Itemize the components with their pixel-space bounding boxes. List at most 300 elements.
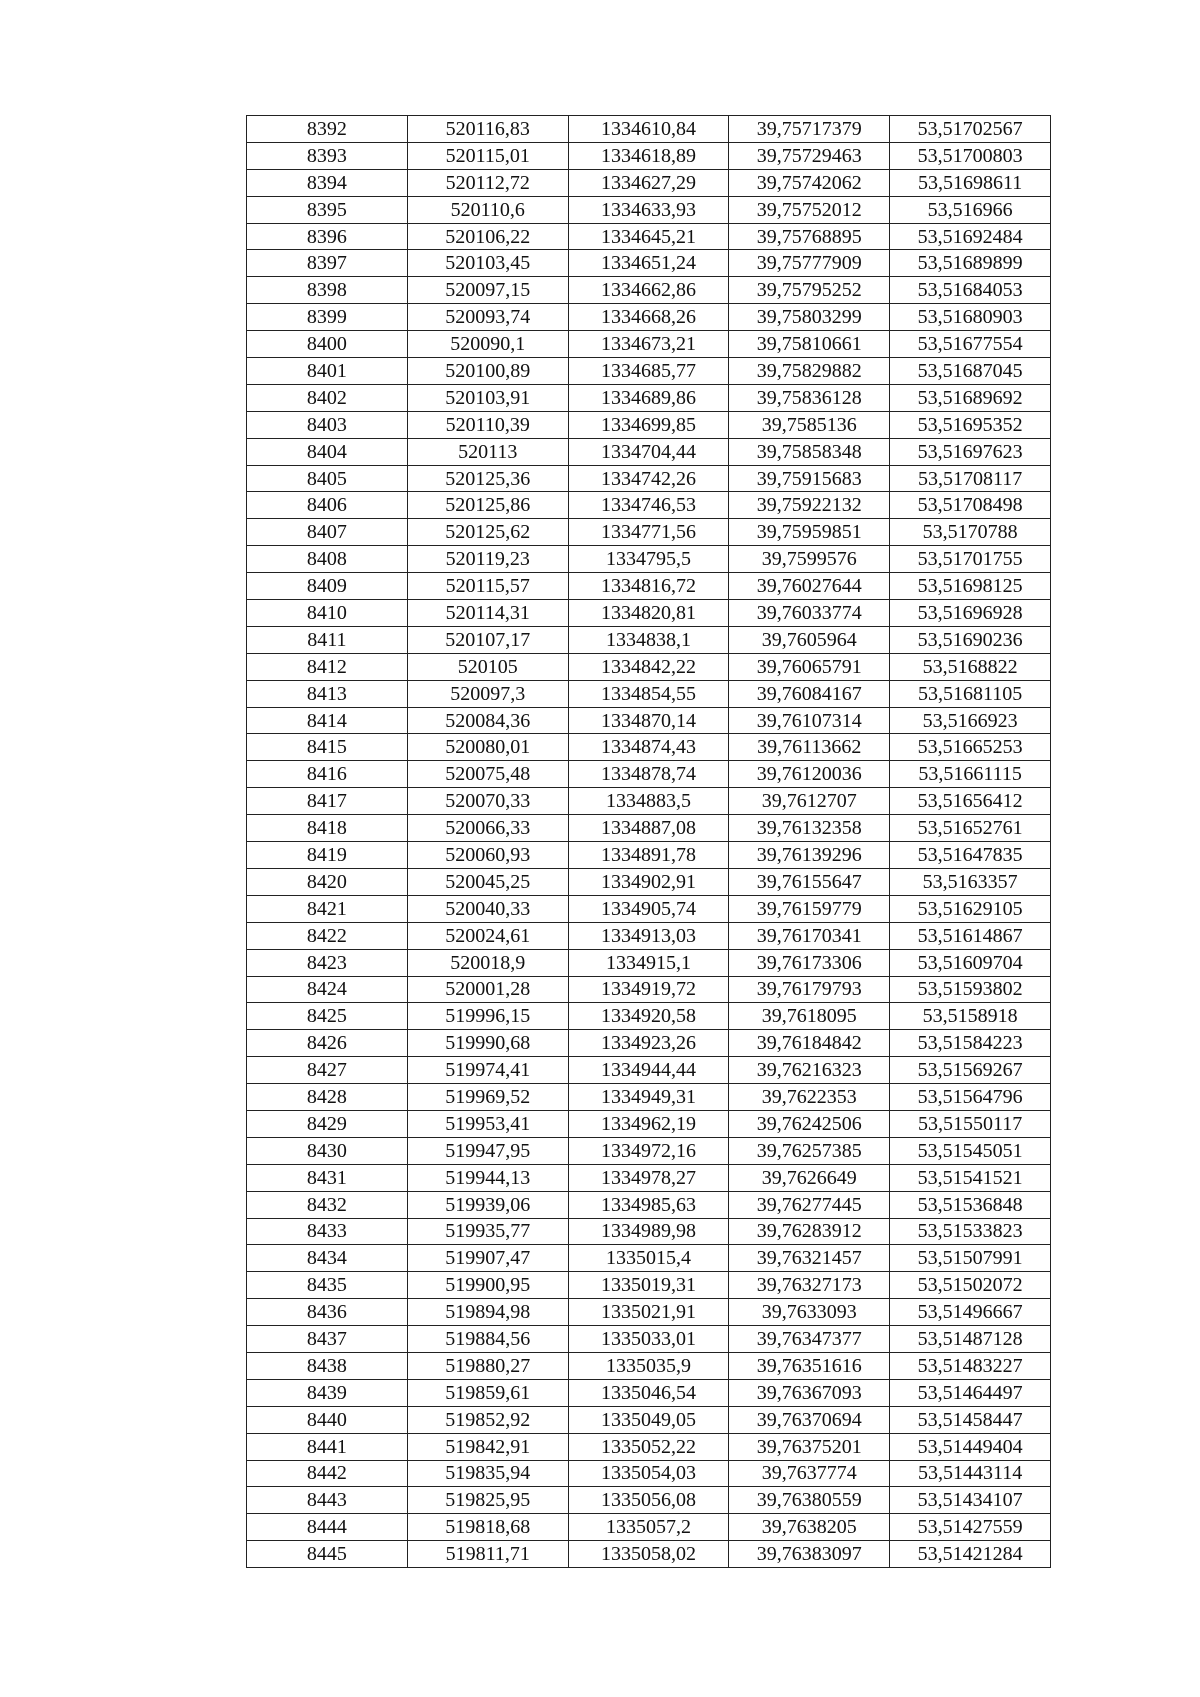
x-coordinate-cell: 519818,68	[407, 1514, 568, 1541]
y-coordinate-cell: 1334944,44	[568, 1057, 729, 1084]
longitude-cell: 39,7633093	[729, 1299, 890, 1326]
table-row	[247, 1164, 1051, 1191]
point-number-cell: 8430	[247, 1137, 408, 1164]
table-row	[247, 1057, 1051, 1084]
point-number-cell: 8393	[247, 142, 408, 169]
x-coordinate-cell: 520114,31	[407, 600, 568, 627]
x-coordinate-cell: 520115,01	[407, 142, 568, 169]
x-coordinate-cell: 519811,71	[407, 1541, 568, 1568]
latitude-cell: 53,51550117	[890, 1110, 1051, 1137]
y-coordinate-cell: 1334668,26	[568, 304, 729, 331]
longitude-cell: 39,76113662	[729, 734, 890, 761]
table-row	[247, 1110, 1051, 1137]
longitude-cell: 39,75795252	[729, 277, 890, 304]
table-row	[247, 1379, 1051, 1406]
longitude-cell: 39,76370694	[729, 1406, 890, 1433]
y-coordinate-cell: 1334742,26	[568, 465, 729, 492]
y-coordinate-cell: 1334746,53	[568, 492, 729, 519]
point-number-cell: 8435	[247, 1272, 408, 1299]
table-row	[247, 465, 1051, 492]
latitude-cell: 53,51700803	[890, 142, 1051, 169]
latitude-cell: 53,51684053	[890, 277, 1051, 304]
table-row	[247, 519, 1051, 546]
latitude-cell: 53,51698125	[890, 573, 1051, 600]
table-row	[247, 116, 1051, 143]
point-number-cell: 8426	[247, 1030, 408, 1057]
y-coordinate-cell: 1334610,84	[568, 116, 729, 143]
latitude-cell: 53,51496667	[890, 1299, 1051, 1326]
longitude-cell: 39,76107314	[729, 707, 890, 734]
latitude-cell: 53,5158918	[890, 1003, 1051, 1030]
latitude-cell: 53,51487128	[890, 1326, 1051, 1353]
y-coordinate-cell: 1334902,91	[568, 868, 729, 895]
point-number-cell: 8412	[247, 653, 408, 680]
latitude-cell: 53,51502072	[890, 1272, 1051, 1299]
y-coordinate-cell: 1334891,78	[568, 842, 729, 869]
table-row	[247, 949, 1051, 976]
point-number-cell: 8401	[247, 358, 408, 385]
x-coordinate-cell: 520097,15	[407, 277, 568, 304]
latitude-cell: 53,51708498	[890, 492, 1051, 519]
table-row	[247, 788, 1051, 815]
longitude-cell: 39,7618095	[729, 1003, 890, 1030]
point-number-cell: 8443	[247, 1487, 408, 1514]
y-coordinate-cell: 1334887,08	[568, 815, 729, 842]
table-row	[247, 761, 1051, 788]
longitude-cell: 39,75959851	[729, 519, 890, 546]
x-coordinate-cell: 520103,91	[407, 384, 568, 411]
y-coordinate-cell: 1335057,2	[568, 1514, 729, 1541]
latitude-cell: 53,51680903	[890, 304, 1051, 331]
point-number-cell: 8445	[247, 1541, 408, 1568]
y-coordinate-cell: 1334689,86	[568, 384, 729, 411]
point-number-cell: 8402	[247, 384, 408, 411]
table-row	[247, 815, 1051, 842]
y-coordinate-cell: 1334949,31	[568, 1084, 729, 1111]
point-number-cell: 8427	[247, 1057, 408, 1084]
table-row	[247, 1352, 1051, 1379]
latitude-cell: 53,51708117	[890, 465, 1051, 492]
longitude-cell: 39,75810661	[729, 331, 890, 358]
x-coordinate-cell: 520097,3	[407, 680, 568, 707]
table-row	[247, 1030, 1051, 1057]
y-coordinate-cell: 1334972,16	[568, 1137, 729, 1164]
x-coordinate-cell: 520045,25	[407, 868, 568, 895]
x-coordinate-cell: 520018,9	[407, 949, 568, 976]
point-number-cell: 8413	[247, 680, 408, 707]
x-coordinate-cell: 520110,39	[407, 411, 568, 438]
longitude-cell: 39,76139296	[729, 842, 890, 869]
latitude-cell: 53,51647835	[890, 842, 1051, 869]
longitude-cell: 39,7612707	[729, 788, 890, 815]
longitude-cell: 39,76277445	[729, 1191, 890, 1218]
point-number-cell: 8429	[247, 1110, 408, 1137]
y-coordinate-cell: 1334842,22	[568, 653, 729, 680]
point-number-cell: 8399	[247, 304, 408, 331]
table-row	[247, 653, 1051, 680]
longitude-cell: 39,76155647	[729, 868, 890, 895]
latitude-cell: 53,51434107	[890, 1487, 1051, 1514]
y-coordinate-cell: 1334795,5	[568, 546, 729, 573]
longitude-cell: 39,7626649	[729, 1164, 890, 1191]
point-number-cell: 8400	[247, 331, 408, 358]
point-number-cell: 8407	[247, 519, 408, 546]
table-row	[247, 1433, 1051, 1460]
point-number-cell: 8406	[247, 492, 408, 519]
point-number-cell: 8424	[247, 976, 408, 1003]
point-number-cell: 8416	[247, 761, 408, 788]
y-coordinate-cell: 1334838,1	[568, 626, 729, 653]
x-coordinate-cell: 519974,41	[407, 1057, 568, 1084]
point-number-cell: 8436	[247, 1299, 408, 1326]
x-coordinate-cell: 520066,33	[407, 815, 568, 842]
table-row	[247, 868, 1051, 895]
y-coordinate-cell: 1334870,14	[568, 707, 729, 734]
table-row	[247, 1541, 1051, 1568]
y-coordinate-cell: 1335058,02	[568, 1541, 729, 1568]
x-coordinate-cell: 520024,61	[407, 922, 568, 949]
table-row	[247, 1003, 1051, 1030]
point-number-cell: 8419	[247, 842, 408, 869]
table-row	[247, 546, 1051, 573]
longitude-cell: 39,7638205	[729, 1514, 890, 1541]
y-coordinate-cell: 1334685,77	[568, 358, 729, 385]
x-coordinate-cell: 519825,95	[407, 1487, 568, 1514]
latitude-cell: 53,51507991	[890, 1245, 1051, 1272]
longitude-cell: 39,76033774	[729, 600, 890, 627]
longitude-cell: 39,76283912	[729, 1218, 890, 1245]
x-coordinate-cell: 520115,57	[407, 573, 568, 600]
longitude-cell: 39,7622353	[729, 1084, 890, 1111]
longitude-cell: 39,76216323	[729, 1057, 890, 1084]
y-coordinate-cell: 1334662,86	[568, 277, 729, 304]
y-coordinate-cell: 1334985,63	[568, 1191, 729, 1218]
longitude-cell: 39,76027644	[729, 573, 890, 600]
y-coordinate-cell: 1335019,31	[568, 1272, 729, 1299]
latitude-cell: 53,516966	[890, 196, 1051, 223]
longitude-cell: 39,75777909	[729, 250, 890, 277]
point-number-cell: 8431	[247, 1164, 408, 1191]
table-row	[247, 223, 1051, 250]
y-coordinate-cell: 1335021,91	[568, 1299, 729, 1326]
x-coordinate-cell: 520093,74	[407, 304, 568, 331]
longitude-cell: 39,75729463	[729, 142, 890, 169]
latitude-cell: 53,51584223	[890, 1030, 1051, 1057]
table-row	[247, 895, 1051, 922]
y-coordinate-cell: 1334618,89	[568, 142, 729, 169]
point-number-cell: 8420	[247, 868, 408, 895]
table-row	[247, 573, 1051, 600]
x-coordinate-cell: 519835,94	[407, 1460, 568, 1487]
longitude-cell: 39,76347377	[729, 1326, 890, 1353]
longitude-cell: 39,76351616	[729, 1352, 890, 1379]
latitude-cell: 53,51696928	[890, 600, 1051, 627]
point-number-cell: 8415	[247, 734, 408, 761]
point-number-cell: 8441	[247, 1433, 408, 1460]
x-coordinate-cell: 519859,61	[407, 1379, 568, 1406]
x-coordinate-cell: 519990,68	[407, 1030, 568, 1057]
x-coordinate-cell: 519935,77	[407, 1218, 568, 1245]
y-coordinate-cell: 1334854,55	[568, 680, 729, 707]
longitude-cell: 39,75858348	[729, 438, 890, 465]
table-row	[247, 304, 1051, 331]
longitude-cell: 39,75768895	[729, 223, 890, 250]
table-row	[247, 411, 1051, 438]
table-row	[247, 734, 1051, 761]
latitude-cell: 53,51652761	[890, 815, 1051, 842]
longitude-cell: 39,75803299	[729, 304, 890, 331]
table-row	[247, 358, 1051, 385]
longitude-cell: 39,75742062	[729, 169, 890, 196]
y-coordinate-cell: 1334673,21	[568, 331, 729, 358]
x-coordinate-cell: 520113	[407, 438, 568, 465]
y-coordinate-cell: 1335052,22	[568, 1433, 729, 1460]
latitude-cell: 53,51483227	[890, 1352, 1051, 1379]
latitude-cell: 53,51614867	[890, 922, 1051, 949]
table-row	[247, 1137, 1051, 1164]
latitude-cell: 53,51656412	[890, 788, 1051, 815]
latitude-cell: 53,51677554	[890, 331, 1051, 358]
latitude-cell: 53,51695352	[890, 411, 1051, 438]
latitude-cell: 53,51665253	[890, 734, 1051, 761]
latitude-cell: 53,51701755	[890, 546, 1051, 573]
table-row	[247, 600, 1051, 627]
point-number-cell: 8395	[247, 196, 408, 223]
x-coordinate-cell: 520060,93	[407, 842, 568, 869]
y-coordinate-cell: 1334704,44	[568, 438, 729, 465]
point-number-cell: 8417	[247, 788, 408, 815]
longitude-cell: 39,75922132	[729, 492, 890, 519]
point-number-cell: 8444	[247, 1514, 408, 1541]
x-coordinate-cell: 520116,83	[407, 116, 568, 143]
table-row	[247, 842, 1051, 869]
x-coordinate-cell: 519884,56	[407, 1326, 568, 1353]
point-number-cell: 8396	[247, 223, 408, 250]
table-row	[247, 1460, 1051, 1487]
y-coordinate-cell: 1334771,56	[568, 519, 729, 546]
latitude-cell: 53,51449404	[890, 1433, 1051, 1460]
latitude-cell: 53,51690236	[890, 626, 1051, 653]
y-coordinate-cell: 1334627,29	[568, 169, 729, 196]
latitude-cell: 53,51698611	[890, 169, 1051, 196]
y-coordinate-cell: 1334913,03	[568, 922, 729, 949]
latitude-cell: 53,5168822	[890, 653, 1051, 680]
x-coordinate-cell: 519894,98	[407, 1299, 568, 1326]
x-coordinate-cell: 520119,23	[407, 546, 568, 573]
latitude-cell: 53,5163357	[890, 868, 1051, 895]
longitude-cell: 39,75915683	[729, 465, 890, 492]
latitude-cell: 53,51697623	[890, 438, 1051, 465]
longitude-cell: 39,75717379	[729, 116, 890, 143]
y-coordinate-cell: 1335049,05	[568, 1406, 729, 1433]
longitude-cell: 39,76327173	[729, 1272, 890, 1299]
latitude-cell: 53,51464497	[890, 1379, 1051, 1406]
y-coordinate-cell: 1334978,27	[568, 1164, 729, 1191]
coordinates-table-body	[247, 116, 1051, 1568]
y-coordinate-cell: 1334915,1	[568, 949, 729, 976]
x-coordinate-cell: 520105	[407, 653, 568, 680]
x-coordinate-cell: 519939,06	[407, 1191, 568, 1218]
point-number-cell: 8422	[247, 922, 408, 949]
point-number-cell: 8411	[247, 626, 408, 653]
longitude-cell: 39,76170341	[729, 922, 890, 949]
point-number-cell: 8423	[247, 949, 408, 976]
latitude-cell: 53,51609704	[890, 949, 1051, 976]
x-coordinate-cell: 519900,95	[407, 1272, 568, 1299]
latitude-cell: 53,51427559	[890, 1514, 1051, 1541]
x-coordinate-cell: 520106,22	[407, 223, 568, 250]
y-coordinate-cell: 1334645,21	[568, 223, 729, 250]
point-number-cell: 8397	[247, 250, 408, 277]
table-row	[247, 250, 1051, 277]
latitude-cell: 53,51689899	[890, 250, 1051, 277]
latitude-cell: 53,51536848	[890, 1191, 1051, 1218]
point-number-cell: 8434	[247, 1245, 408, 1272]
x-coordinate-cell: 520070,33	[407, 788, 568, 815]
table-row	[247, 142, 1051, 169]
y-coordinate-cell: 1334962,19	[568, 1110, 729, 1137]
x-coordinate-cell: 519907,47	[407, 1245, 568, 1272]
x-coordinate-cell: 519996,15	[407, 1003, 568, 1030]
point-number-cell: 8409	[247, 573, 408, 600]
longitude-cell: 39,76367093	[729, 1379, 890, 1406]
longitude-cell: 39,76179793	[729, 976, 890, 1003]
longitude-cell: 39,76084167	[729, 680, 890, 707]
y-coordinate-cell: 1335033,01	[568, 1326, 729, 1353]
x-coordinate-cell: 519947,95	[407, 1137, 568, 1164]
y-coordinate-cell: 1334883,5	[568, 788, 729, 815]
y-coordinate-cell: 1334920,58	[568, 1003, 729, 1030]
point-number-cell: 8437	[247, 1326, 408, 1353]
table-row	[247, 169, 1051, 196]
x-coordinate-cell: 519842,91	[407, 1433, 568, 1460]
latitude-cell: 53,51569267	[890, 1057, 1051, 1084]
longitude-cell: 39,75829882	[729, 358, 890, 385]
table-row	[247, 626, 1051, 653]
table-row	[247, 438, 1051, 465]
table-row	[247, 331, 1051, 358]
y-coordinate-cell: 1335054,03	[568, 1460, 729, 1487]
table-row	[247, 1191, 1051, 1218]
point-number-cell: 8438	[247, 1352, 408, 1379]
longitude-cell: 39,76159779	[729, 895, 890, 922]
table-row	[247, 922, 1051, 949]
x-coordinate-cell: 520084,36	[407, 707, 568, 734]
table-row	[247, 1406, 1051, 1433]
latitude-cell: 53,51421284	[890, 1541, 1051, 1568]
x-coordinate-cell: 520125,36	[407, 465, 568, 492]
latitude-cell: 53,51687045	[890, 358, 1051, 385]
point-number-cell: 8414	[247, 707, 408, 734]
longitude-cell: 39,7605964	[729, 626, 890, 653]
longitude-cell: 39,7637774	[729, 1460, 890, 1487]
point-number-cell: 8421	[247, 895, 408, 922]
table-row	[247, 1514, 1051, 1541]
x-coordinate-cell: 520103,45	[407, 250, 568, 277]
x-coordinate-cell: 519944,13	[407, 1164, 568, 1191]
point-number-cell: 8405	[247, 465, 408, 492]
y-coordinate-cell: 1334699,85	[568, 411, 729, 438]
x-coordinate-cell: 519852,92	[407, 1406, 568, 1433]
latitude-cell: 53,51458447	[890, 1406, 1051, 1433]
table-row	[247, 1487, 1051, 1514]
table-row	[247, 976, 1051, 1003]
point-number-cell: 8440	[247, 1406, 408, 1433]
longitude-cell: 39,76257385	[729, 1137, 890, 1164]
point-number-cell: 8428	[247, 1084, 408, 1111]
y-coordinate-cell: 1335056,08	[568, 1487, 729, 1514]
x-coordinate-cell: 520040,33	[407, 895, 568, 922]
x-coordinate-cell: 520125,62	[407, 519, 568, 546]
point-number-cell: 8403	[247, 411, 408, 438]
y-coordinate-cell: 1335015,4	[568, 1245, 729, 1272]
x-coordinate-cell: 520100,89	[407, 358, 568, 385]
longitude-cell: 39,7585136	[729, 411, 890, 438]
point-number-cell: 8394	[247, 169, 408, 196]
longitude-cell: 39,76184842	[729, 1030, 890, 1057]
table-row	[247, 680, 1051, 707]
point-number-cell: 8408	[247, 546, 408, 573]
x-coordinate-cell: 519969,52	[407, 1084, 568, 1111]
point-number-cell: 8439	[247, 1379, 408, 1406]
longitude-cell: 39,7599576	[729, 546, 890, 573]
longitude-cell: 39,76120036	[729, 761, 890, 788]
latitude-cell: 53,51692484	[890, 223, 1051, 250]
longitude-cell: 39,75752012	[729, 196, 890, 223]
latitude-cell: 53,5170788	[890, 519, 1051, 546]
y-coordinate-cell: 1334651,24	[568, 250, 729, 277]
x-coordinate-cell: 520090,1	[407, 331, 568, 358]
table-row	[247, 1272, 1051, 1299]
x-coordinate-cell: 520112,72	[407, 169, 568, 196]
latitude-cell: 53,51545051	[890, 1137, 1051, 1164]
latitude-cell: 53,5166923	[890, 707, 1051, 734]
point-number-cell: 8418	[247, 815, 408, 842]
y-coordinate-cell: 1334820,81	[568, 600, 729, 627]
latitude-cell: 53,51541521	[890, 1164, 1051, 1191]
y-coordinate-cell: 1334874,43	[568, 734, 729, 761]
point-number-cell: 8410	[247, 600, 408, 627]
y-coordinate-cell: 1334989,98	[568, 1218, 729, 1245]
latitude-cell: 53,51533823	[890, 1218, 1051, 1245]
latitude-cell: 53,51681105	[890, 680, 1051, 707]
longitude-cell: 39,76321457	[729, 1245, 890, 1272]
table-row	[247, 277, 1051, 304]
longitude-cell: 39,76383097	[729, 1541, 890, 1568]
latitude-cell: 53,51629105	[890, 895, 1051, 922]
longitude-cell: 39,75836128	[729, 384, 890, 411]
table-row	[247, 1299, 1051, 1326]
coordinates-table	[246, 115, 1051, 1568]
point-number-cell: 8433	[247, 1218, 408, 1245]
point-number-cell: 8432	[247, 1191, 408, 1218]
x-coordinate-cell: 520125,86	[407, 492, 568, 519]
y-coordinate-cell: 1334633,93	[568, 196, 729, 223]
latitude-cell: 53,51593802	[890, 976, 1051, 1003]
x-coordinate-cell: 520075,48	[407, 761, 568, 788]
latitude-cell: 53,51564796	[890, 1084, 1051, 1111]
point-number-cell: 8442	[247, 1460, 408, 1487]
table-row	[247, 1245, 1051, 1272]
point-number-cell: 8398	[247, 277, 408, 304]
x-coordinate-cell: 520080,01	[407, 734, 568, 761]
x-coordinate-cell: 520001,28	[407, 976, 568, 1003]
point-number-cell: 8425	[247, 1003, 408, 1030]
x-coordinate-cell: 519880,27	[407, 1352, 568, 1379]
table-row	[247, 707, 1051, 734]
latitude-cell: 53,51443114	[890, 1460, 1051, 1487]
longitude-cell: 39,76242506	[729, 1110, 890, 1137]
